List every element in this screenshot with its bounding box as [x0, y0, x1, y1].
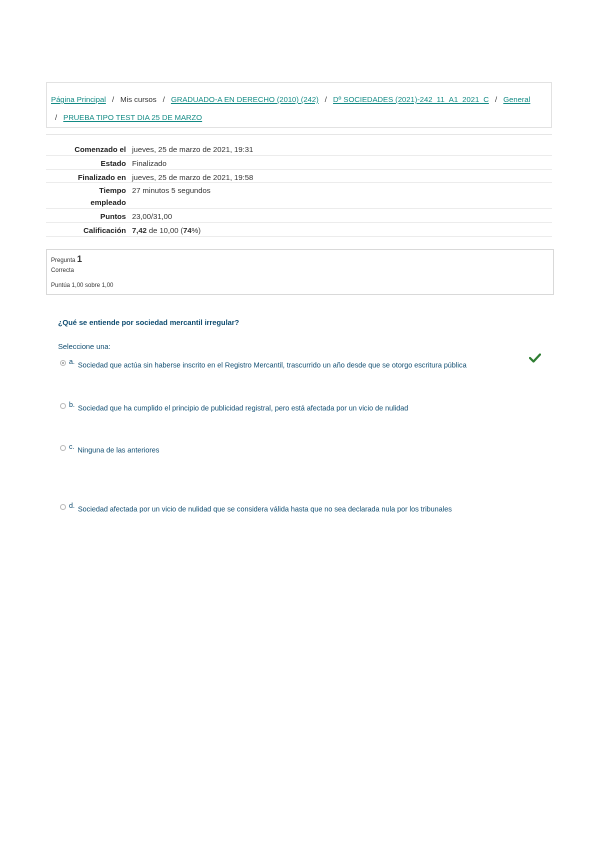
option-letter: b.: [69, 402, 75, 409]
radio-icon[interactable]: [60, 403, 66, 409]
option-text: Ninguna de las anteriores: [77, 445, 160, 455]
summary-row-state: [46, 156, 552, 170]
finished-value: jueves, 25 de marzo de 2021, 19:58: [132, 173, 254, 182]
breadcrumb-separator: /: [55, 113, 58, 122]
radio-icon[interactable]: [60, 360, 66, 366]
option-text: Sociedad que ha cumplido el principio de publicidad registral, pero está afectada por un vicio de nulidad: [77, 403, 409, 413]
option-text: Sociedad afectada por un vicio de nulidad que se considera válida hasta que no sea declarada nula por los tribunales: [77, 504, 452, 514]
radio-icon[interactable]: [60, 504, 66, 510]
points-label: Puntos: [100, 212, 126, 221]
state-value: Finalizado: [132, 159, 167, 168]
finished-label: Finalizado en: [77, 173, 126, 182]
grade-score: 7,42: [132, 226, 147, 235]
breadcrumb-quiz-link[interactable]: PRUEBA TIPO TEST DIA 25 DE MARZO: [63, 113, 203, 122]
breadcrumb-degree-link[interactable]: GRADUADO-A EN DERECHO (2010) (242): [170, 95, 319, 104]
answer-option-c[interactable]: [60, 444, 159, 454]
started-label: Comenzado el: [74, 145, 126, 154]
summary-row-time: [46, 183, 552, 209]
grade-percent: 74: [183, 226, 192, 235]
option-text: Sociedad que actúa sin haberse inscrito en el Registro Mercantil, trascurrido un año desde que se otorgo escritura pública: [77, 360, 467, 370]
time-label-line1: Tiempo: [99, 186, 126, 195]
breadcrumb-my-courses: Mis cursos: [120, 95, 157, 104]
question-score: Puntúa 1,00 sobre 1,00: [51, 283, 114, 289]
summary-row-started: [46, 143, 552, 156]
question-number-value: 1: [77, 254, 83, 264]
answer-option-d[interactable]: [60, 503, 452, 513]
select-prompt: Seleccione una:: [58, 342, 111, 351]
time-value: 27 minutos 5 segundos: [132, 186, 211, 195]
option-letter: a.: [69, 359, 75, 366]
summary-row-finished: [46, 170, 552, 183]
breadcrumb-line-2: [51, 113, 202, 122]
points-value: 23,00/31,00: [132, 212, 173, 221]
question-number: [51, 254, 82, 264]
question-text: ¿Qué se entiende por sociedad mercantil irregular?: [58, 318, 240, 327]
question-label: Pregunta: [51, 258, 76, 264]
breadcrumb-course-link[interactable]: Dº SOCIEDADES (2021)-242_11_A1_2021_C: [333, 95, 489, 104]
check-icon: [529, 353, 541, 363]
divider: [46, 134, 552, 135]
question-status: Correcta: [51, 268, 75, 274]
started-value: jueves, 25 de marzo de 2021, 19:31: [132, 145, 254, 154]
breadcrumb-separator: /: [495, 95, 498, 104]
breadcrumb-line-1: [51, 95, 530, 104]
attempt-summary-table: [46, 143, 552, 237]
answer-option-a[interactable]: [60, 359, 467, 369]
state-label: Estado: [100, 159, 126, 168]
summary-row-grade: [46, 223, 552, 237]
breadcrumb-home-link[interactable]: Página Principal: [51, 95, 106, 104]
radio-icon[interactable]: [60, 445, 66, 451]
answer-option-b[interactable]: [60, 402, 408, 412]
breadcrumb-general-link[interactable]: General: [503, 95, 531, 104]
summary-row-points: [46, 209, 552, 223]
question-info-box: [46, 249, 554, 295]
grade-value: [132, 226, 201, 235]
grade-max: de 10,00 (: [146, 226, 184, 235]
breadcrumb-separator: /: [162, 95, 165, 104]
grade-label: Calificación: [83, 226, 126, 235]
time-label-line2: empleado: [90, 198, 126, 207]
option-letter: d.: [69, 503, 75, 510]
grade-suffix: %): [191, 226, 201, 235]
breadcrumb-separator: /: [324, 95, 327, 104]
breadcrumb-separator: /: [112, 95, 115, 104]
option-letter: c.: [69, 444, 75, 451]
breadcrumb: [46, 82, 552, 128]
